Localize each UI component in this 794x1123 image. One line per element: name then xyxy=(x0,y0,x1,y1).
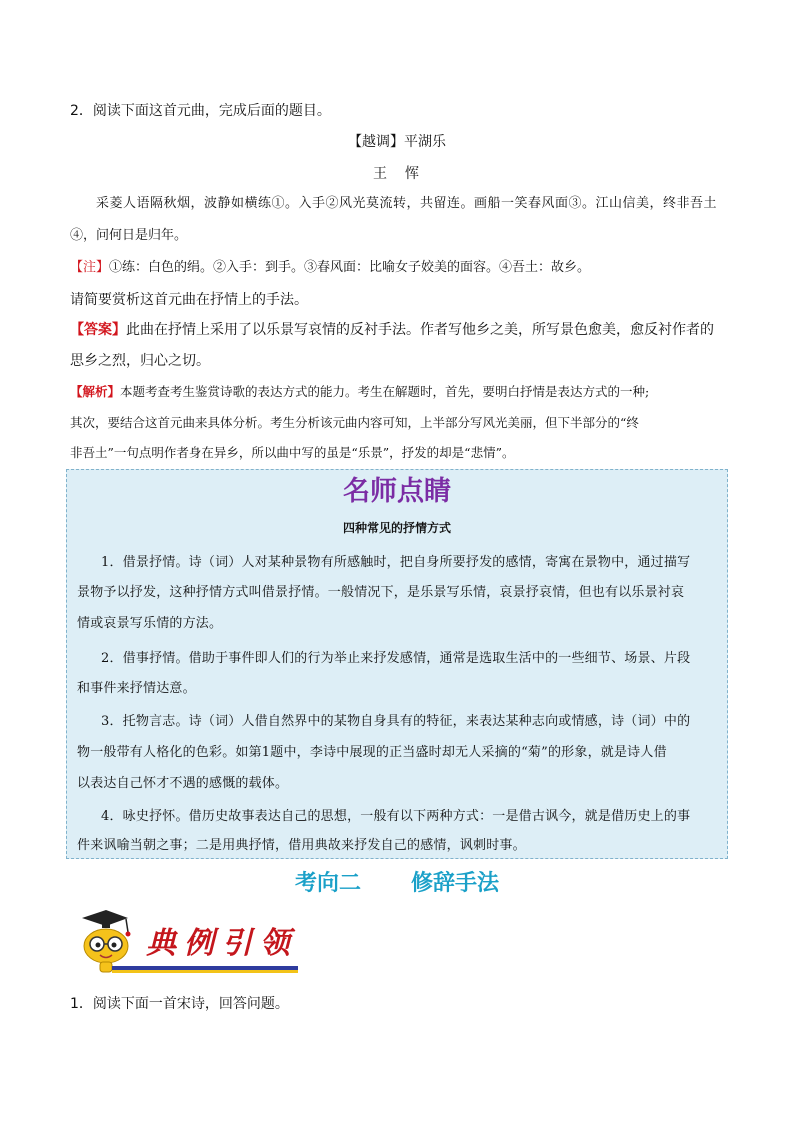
tips-box-title: 名师点睛 xyxy=(343,476,451,507)
tips-p4-line-1: 4．咏史抒怀。借历史故事表达自己的思想，一般有以下两种方式：一是借古讽今，就是借历史上的事 xyxy=(101,809,691,824)
question-text: 请简要赏析这首元曲在抒情上的手法。 xyxy=(70,292,308,308)
question-prompt: 2．阅读下面这首元曲，完成后面的题目。 xyxy=(70,103,331,119)
analysis-label: 【解析】 xyxy=(70,384,121,399)
tips-p1-line-1: 1．借景抒情。诗（词）人对某种景物有所感触时，把自身所要抒发的感情，寄寓在景物中，通过描写 xyxy=(101,555,691,570)
poem-line-2: ④，问何日是归年。 xyxy=(70,228,188,243)
tips-p2-line-2: 和事件来抒情达意。 xyxy=(77,681,196,696)
tips-box xyxy=(66,469,728,859)
tips-p3-line-3: 以表达自己怀才不遇的感慨的载体。 xyxy=(77,776,289,791)
poem-title: 【越调】平湖乐 xyxy=(348,134,446,150)
answer-line-2: 思乡之烈，归心之切。 xyxy=(70,353,210,369)
section-heading-part2: 修辞手法 xyxy=(411,871,500,896)
poem-author: 王 恽 xyxy=(373,166,421,182)
section-heading-part1: 考向二 xyxy=(294,871,361,896)
tips-p3-line-2: 物一般带有人格化的色彩。如第1题中，李诗中展现的正当盛时却无人采摘的“菊”的形象，就是诗人借 xyxy=(77,745,667,760)
tips-box-subtitle: 四种常见的抒情方式 xyxy=(342,521,451,535)
answer-label: 【答案】 xyxy=(70,322,126,338)
section-heading xyxy=(0,866,794,897)
tips-p1-line-2: 景物予以抒发，这种抒情方式叫借景抒情。一般情况下，是乐景写乐情，哀景抒哀情，但也有以乐景衬哀 xyxy=(77,585,685,600)
analysis-line-2: 其次，要结合这首元曲来具体分析。考生分析该元曲内容可知，上半部分写风光美丽，但下半部分的“终 xyxy=(70,415,639,430)
analysis-line-3: 非吾土”一句点明作者身在异乡，所以曲中写的虽是“乐景”，抒发的却是“悲情”。 xyxy=(70,445,515,460)
note-line xyxy=(70,258,590,278)
tips-p2-line-1: 2．借事抒情。借助于事件即人们的行为举止来抒发感情，通常是选取生活中的一些细节、场景、片段 xyxy=(101,651,691,666)
answer-text-1: 此曲在抒情上采用了以乐景写哀情的反衬手法。作者写他乡之美，所写景色愈美，愈反衬作者的 xyxy=(126,322,714,338)
poem-line-1: 采菱人语隔秋烟，波静如横练①。入手②风光莫流转，共留连。画船一笑春风面③。江山信美，终非吾土 xyxy=(96,196,718,211)
tips-p3-line-1: 3．托物言志。诗（词）人借自然界中的某物自身具有的特征，来表达某种志向或情感，诗（词）中的 xyxy=(101,714,691,729)
tips-p4-line-2: 件来讽喻当朝之事；二是用典抒情，借用典故来抒发自己的感情，讽刺时事。 xyxy=(77,838,526,853)
note-label: 【注】 xyxy=(70,260,110,275)
answer-line-1 xyxy=(70,320,714,340)
next-question-prompt: 1．阅读下面一首宋诗，回答问题。 xyxy=(70,996,289,1012)
note-text: ①练：白色的绢。②入手：到手。③春风面：比喻女子姣美的面容。④吾土：故乡。 xyxy=(109,260,591,275)
analysis-text-1: 本题考查考生鉴赏诗歌的表达方式的能力。考生在解题时，首先，要明白抒情是表达方式的一种; xyxy=(120,384,650,399)
tips-p1-line-3: 情或哀景写乐情的方法。 xyxy=(77,616,223,631)
example-banner-text: 典例引领 xyxy=(146,926,298,961)
analysis-line-1 xyxy=(70,382,649,402)
